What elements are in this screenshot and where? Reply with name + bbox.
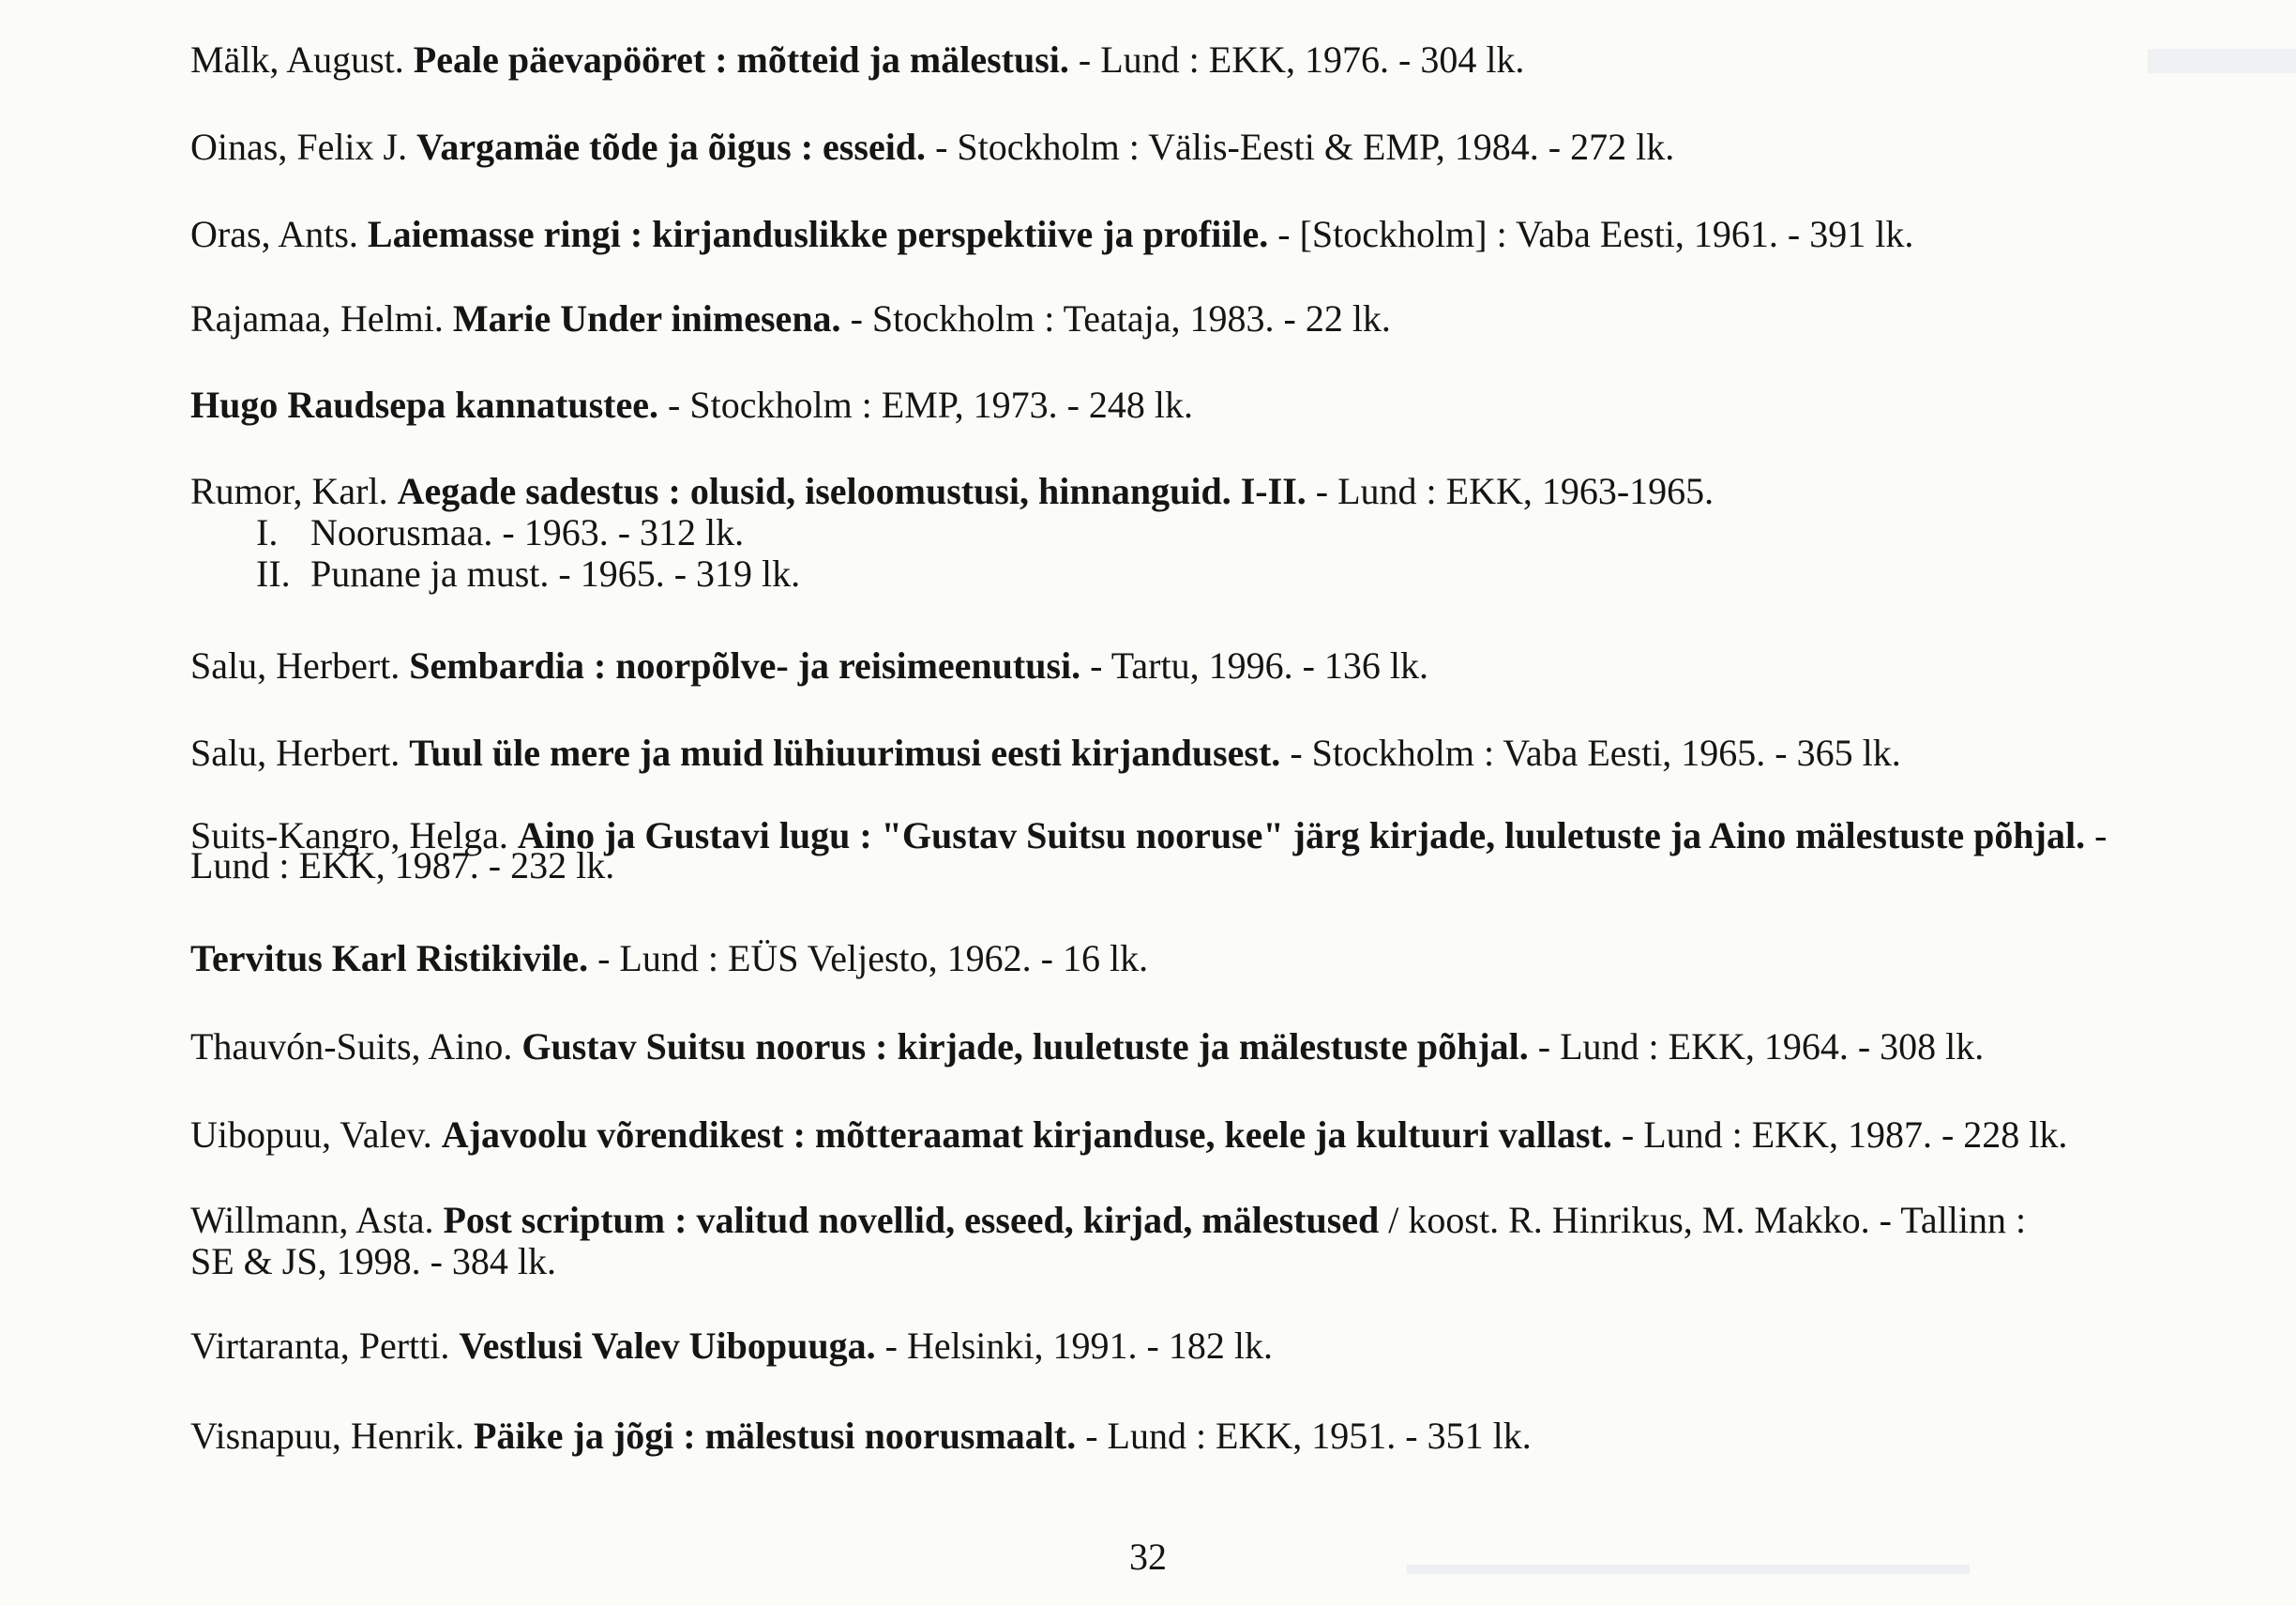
entry-line — [190, 1416, 2198, 1457]
entry-title: Post scriptum : valitud novellid, esseed, kirjad, mälestused — [443, 1199, 1380, 1241]
entry-author: Oras, Ants. — [190, 213, 358, 255]
entry-title: Marie Under inimesena. — [452, 297, 841, 340]
entry-title: Vestlusi Valev Uibopuuga. — [459, 1325, 876, 1367]
bibliography-entry — [190, 938, 2198, 979]
entry-line — [190, 471, 2198, 512]
volume-text: Punane ja must. - 1965. - 319 lk. — [310, 553, 801, 595]
entry-imprint: - Stockholm : Välis-Eesti & EMP, 1984. - 272 lk. — [935, 126, 1675, 168]
entry-imprint: SE & JS, 1998. - 384 lk. — [190, 1240, 557, 1282]
entry-author: Thauvón-Suits, Aino. — [190, 1025, 513, 1067]
bibliography-entry — [190, 298, 2198, 340]
entry-title: Tuul üle mere ja muid lühiuurimusi eesti kirjandusest. — [409, 732, 1281, 774]
entry-imprint: - Lund : EKK, 1963-1965. — [1315, 470, 1714, 512]
entry-title: Ajavoolu võrendikest : mõtteraamat kirjanduse, keele ja kultuuri vallast. — [441, 1113, 1612, 1156]
entry-imprint: - Tartu, 1996. - 136 lk. — [1090, 644, 1429, 687]
bibliography-entry — [190, 1200, 2198, 1282]
entry-title: Päike ja jõgi : mälestusi noorusmaalt. — [474, 1415, 1077, 1457]
bibliography-entry — [190, 814, 2198, 886]
entry-author: Visnapuu, Henrik. — [190, 1415, 464, 1457]
entry-line — [190, 1114, 2198, 1156]
volume-line — [190, 512, 2198, 553]
entry-author: Salu, Herbert. — [190, 644, 400, 687]
bibliography-entry — [190, 1114, 2198, 1156]
entry-title: Aino ja Gustavi lugu : "Gustav Suitsu nooruse" järg kirjade, luuletuste ja Aino mälestuste põhjal. — [517, 814, 2086, 856]
volume-line — [190, 553, 2198, 595]
bibliography-entry — [190, 214, 2198, 255]
entry-line — [190, 1241, 2198, 1282]
entry-imprint: - Lund : EÜS Veljesto, 1962. - 16 lk. — [597, 937, 1149, 979]
page-number: 32 — [1129, 1536, 1167, 1578]
entry-title: Peale päevapööret : mõtteid ja mälestusi. — [413, 38, 1069, 81]
entry-line — [190, 214, 2198, 255]
entry-author: Rumor, Karl. — [190, 470, 388, 512]
entry-author: Mälk, August. — [190, 38, 404, 81]
entry-imprint: / koost. R. Hinrikus, M. Makko. - Tallinn : — [1388, 1199, 2027, 1241]
bibliography-entry — [190, 1026, 2198, 1067]
entry-line — [190, 127, 2198, 168]
entry-imprint: - Stockholm : Teataja, 1983. - 22 lk. — [850, 297, 1391, 340]
entry-title: Aegade sadestus : olusid, iseloomustusi, hinnanguid. I-II. — [397, 470, 1307, 512]
entry-title: Vargamäe tõde ja õigus : esseid. — [416, 126, 927, 168]
entry-title: Laiemasse ringi : kirjanduslikke perspektiive ja profiile. — [367, 213, 1269, 255]
entry-imprint: - Lund : EKK, 1976. - 304 lk. — [1078, 38, 1525, 81]
entry-imprint: - Lund : EKK, 1987. - 228 lk. — [1621, 1113, 2068, 1156]
entry-author: Salu, Herbert. — [190, 732, 400, 774]
entry-line — [190, 938, 2198, 979]
entry-title: Tervitus Karl Ristikivile. — [190, 937, 589, 979]
bibliography-entry — [190, 127, 2198, 168]
entry-line — [190, 1325, 2198, 1367]
bibliography-entry — [190, 471, 2198, 595]
entry-line — [190, 1200, 2198, 1241]
bibliography-entry — [190, 39, 2198, 81]
entry-author: Virtaranta, Pertti. — [190, 1325, 450, 1367]
entry-title: Hugo Raudsepa kannatustee. — [190, 384, 659, 426]
entry-imprint: - [Stockholm] : Vaba Eesti, 1961. - 391 lk. — [1277, 213, 1914, 255]
entry-line — [190, 733, 2198, 774]
entry-author: Oinas, Felix J. — [190, 126, 408, 168]
bibliography-entry — [190, 1325, 2198, 1367]
bibliography-entry — [190, 1416, 2198, 1457]
entry-imprint: Lund : EKK, 1987. - 232 lk. — [190, 844, 615, 886]
entry-line — [190, 298, 2198, 340]
entry-author: Uibopuu, Valev. — [190, 1113, 432, 1156]
entry-author: Willmann, Asta. — [190, 1199, 434, 1241]
volume-text: Noorusmaa. - 1963. - 312 lk. — [310, 511, 745, 553]
entry-line — [190, 39, 2198, 81]
entry-imprint: - Lund : EKK, 1951. - 351 lk. — [1085, 1415, 1532, 1457]
entry-author: Rajamaa, Helmi. — [190, 297, 444, 340]
entry-imprint: - Helsinki, 1991. - 182 lk. — [884, 1325, 1273, 1367]
entry-line — [190, 645, 2198, 687]
bibliography-entry — [190, 733, 2198, 774]
entry-line — [190, 1026, 2198, 1067]
entry-title: Gustav Suitsu noorus : kirjade, luuletuste ja mälestuste põhjal. — [521, 1025, 1529, 1067]
entry-imprint: - Stockholm : Vaba Eesti, 1965. - 365 lk. — [1290, 732, 1901, 774]
volume-number: II. — [256, 553, 291, 595]
bibliography-entry — [190, 385, 2198, 426]
bibliography-entry — [190, 645, 2198, 687]
entry-title: Sembardia : noorpõlve- ja reisimeenutusi. — [409, 644, 1081, 687]
volume-number: I. — [256, 511, 279, 553]
entry-line — [190, 385, 2198, 426]
entry-imprint: - Stockholm : EMP, 1973. - 248 lk. — [668, 384, 1194, 426]
entry-imprint: - — [2094, 814, 2107, 856]
entry-imprint: - Lund : EKK, 1964. - 308 lk. — [1537, 1025, 1985, 1067]
entry-author: Suits-Kangro, Helga. — [190, 814, 508, 856]
